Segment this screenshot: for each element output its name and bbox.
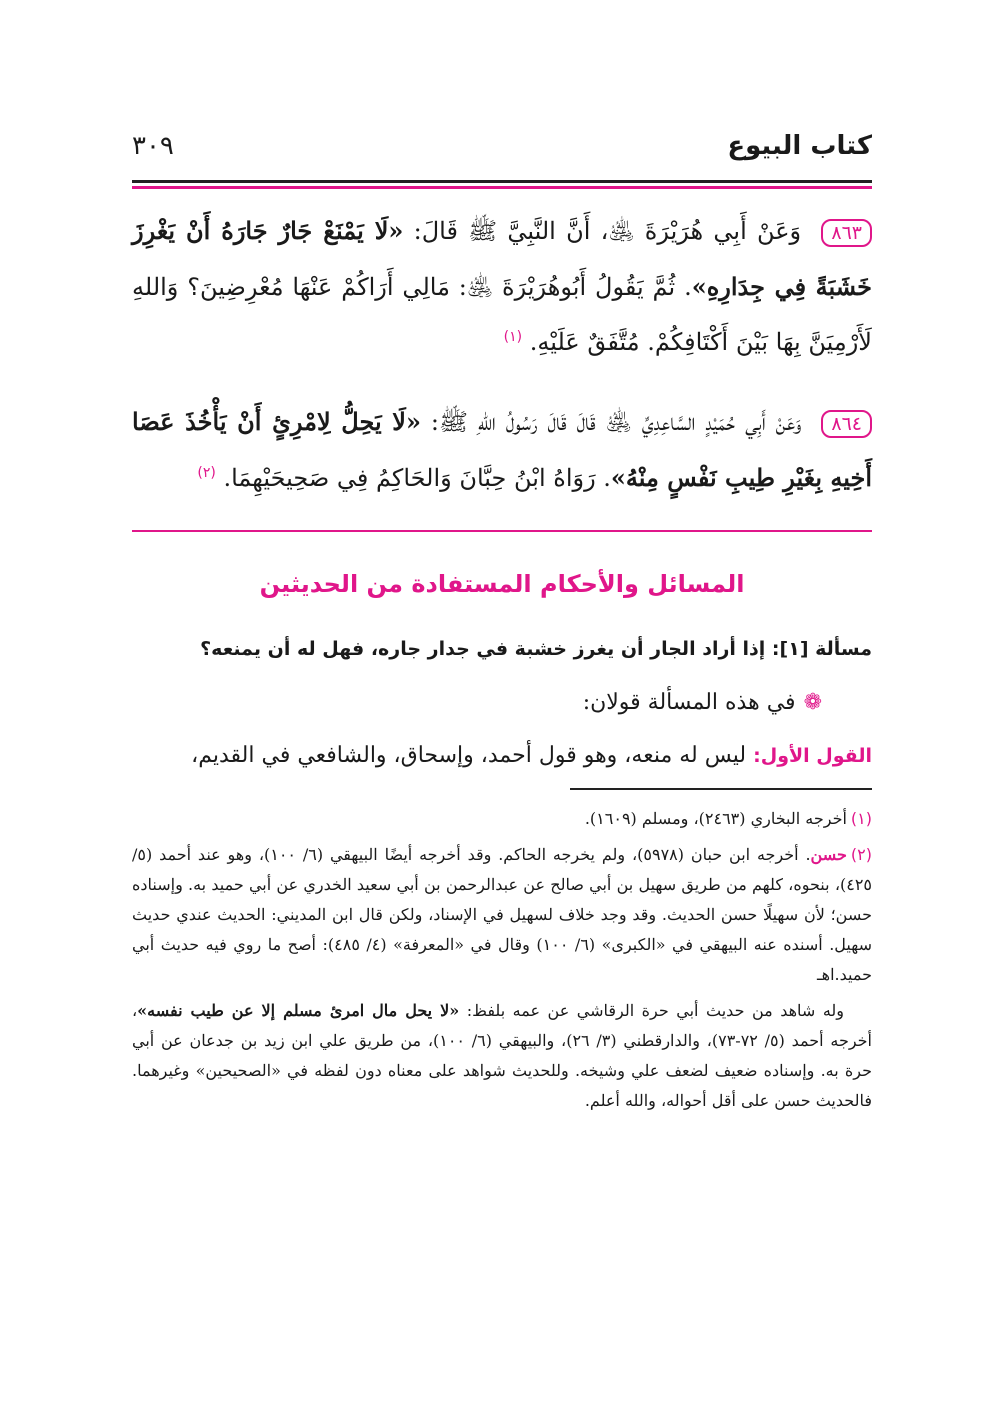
footnote-ref[interactable]: (٢)	[197, 465, 216, 481]
footnote-1	[132, 804, 872, 834]
hadith-text-post: . ثُمَّ يَقُولُ أَبُوهُرَيْرَةَ ﵁: مَالِي أَرَاكُمْ عَنْهَا مُعْرِضِينَ؟ وَاللهِ لَأَرْمِيَنَّ بِهَا بَيْنَ أَكْتَافِكُمْ. مُتَّفَقٌ عَلَيْهِ.	[132, 273, 872, 356]
hadith-863	[132, 203, 872, 370]
footnote-2	[132, 840, 872, 990]
hadith-number: ٨٦٤	[821, 410, 872, 438]
section-divider	[132, 530, 872, 532]
hadith-text-pre: وَعَنْ أَبِي حُمَيْدٍ السَّاعِدِيِّ ﵁ قَالَ قَالَ رَسُولُ اللهِ ﷺ:	[420, 408, 802, 436]
continuation-post: ، أخرجه أحمد (٥/ ٧٢-٧٣)، والدارقطني (٣/ ٢٦)، والبيهقي (٦/ ١٠٠)، من طريق علي ابن زيد بن جدعان عن أبي حرة به. وإسناده ضعيف لضعف علي وشيخه. وللحديث شواهد على معناه دون لفظه في «الصحيحين» وغيرهما. فالحديث حسن على أقل أحواله، والله أعلم.	[132, 1001, 873, 1110]
hadith-text-pre: وَعَنْ أَبِي هُرَيْرَةَ ﵁، أَنَّ النَّبِيَّ ﷺ قَالَ:	[403, 217, 802, 245]
hadith-quote: «لَا يَمْنَعْ جَارٌ جَارَهُ أَنْ يَغْرِزَ خَشَبَةً فِي جِدَارِهِ»	[132, 216, 872, 301]
footnote-number: (١)	[850, 809, 872, 828]
issue-heading: مسألة [١]: إذا أراد الجار أن يغرز خشبة في جدار جاره، فهل له أن يمنعه؟	[200, 638, 872, 660]
footnote-continuation	[132, 996, 872, 1116]
continuation-quote: «لا يحل مال امرئ مسلم إلا عن طيب نفسه»	[137, 1001, 460, 1020]
book-title: كتاب البيوع	[727, 131, 872, 161]
footnote-text: أخرجه البخاري (٢٤٦٣)، ومسلم (١٦٠٩).	[584, 809, 847, 828]
first-opinion	[132, 743, 872, 768]
section-title: المسائل والأحكام المستفادة من الحديثين	[259, 570, 745, 598]
hadith-text-post: . رَوَاهُ ابْنُ حِبَّانَ وَالحَاكِمُ فِي صَحِيحَيْهِمَا.	[223, 464, 611, 492]
footnote-ref[interactable]: (١)	[503, 329, 523, 345]
intro-line	[132, 690, 872, 715]
footnote-rule	[570, 788, 872, 790]
footnote-text: . أخرجه ابن حبان (٥٩٧٨)، ولم يخرجه الحاكم. وقد أخرجه أيضًا البيهقي (٦/ ١٠٠)، وهو عند أحمد (٥/ ٤٢٥)، بنحوه، كلهم من طريق سهيل بن أبي صالح عن عبدالرحمن بن أبي سعيد الخدري عن أبي حميد به. وإسناده حسن؛ لأن سهيلًا حسن الحديث. وقد وجد خلاف لسهيل في الإسناد، ولكن قال ابن المديني: الحديث عندي حديث سهيل. أسنده عنه البيهقي في «الكبرى» (٦/ ١٠٠) وقال في «المعرفة» (٤/ ٤٨٥): أصح ما روي فيه حديث أبي حميد.اهـ	[132, 845, 873, 984]
page	[132, 120, 872, 1122]
footnote-grade: حسن	[810, 845, 847, 864]
continuation-pre: وله شاهد من حديث أبي حرة الرقاشي عن عمه بلفظ:	[459, 1001, 844, 1020]
opinion-text: ليس له منعه، وهو قول أحمد، وإسحاق، والشافعي في القديم،	[191, 743, 754, 768]
page-number: ٣٠٩	[132, 131, 174, 161]
footnotes	[132, 804, 872, 1116]
intro-text: في هذه المسألة قولان:	[582, 690, 796, 715]
opinion-label: القول الأول:	[753, 745, 872, 767]
hadith-864	[132, 394, 872, 506]
hadith-quote: «لَا يَحِلُّ لِامْرِئٍ أَنْ يَأْخُذَ عَصَا أَخِيهِ بِغَيْرِ طِيبِ نَفْسٍ مِنْهُ»	[132, 407, 872, 492]
hadith-number: ٨٦٣	[821, 219, 872, 247]
running-header	[132, 120, 872, 172]
footnote-number: (٢)	[850, 845, 872, 864]
flower-icon: ❁	[803, 690, 822, 715]
header-rule	[132, 180, 872, 189]
